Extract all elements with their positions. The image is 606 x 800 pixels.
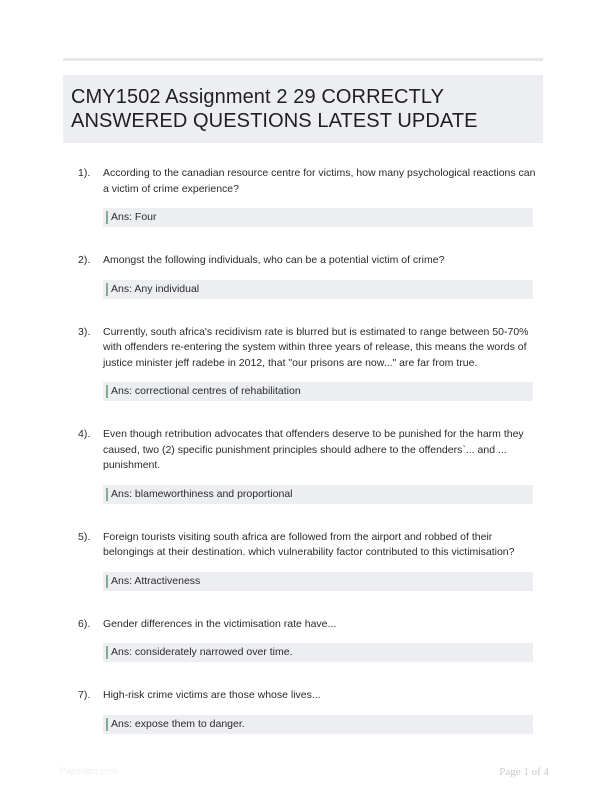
- answer-box: Ans: Four: [103, 208, 533, 227]
- question-text: Even though retribution advocates that offenders deserve to be punished for the harm they caused, two (2) specific punishment principles should adhere to the offenders`... and ... punishment.: [103, 428, 524, 471]
- answer-box: Ans: expose them to danger.: [103, 715, 533, 734]
- question-number: 1).: [78, 167, 91, 179]
- answer-box: Ans: Attractiveness: [103, 572, 533, 591]
- page-indicator: Page 1 of 4: [499, 766, 549, 778]
- top-divider: [63, 58, 543, 61]
- question-number: 6).: [78, 617, 91, 630]
- question-item: [63, 688, 543, 734]
- title-banner: [63, 75, 543, 143]
- document-title: CMY1502 Assignment 2 29 CORRECTLY ANSWERED QUESTIONS LATEST UPDATE: [71, 86, 478, 132]
- answer-box: Ans: considerately narrowed over time.: [103, 643, 533, 662]
- question-item: [63, 617, 543, 663]
- question-item: [63, 166, 543, 227]
- question-text: High-risk crime victims are those whose lives...: [103, 689, 321, 701]
- question-text: Currently, south africa's recidivism rate is blurred but is estimated to range between 50-70% with offenders re-entering the system within three years of release, this means the words of justice minister jeff radebe in 2012, that "our prisons are now..." are far from true.: [103, 325, 529, 369]
- question-item: [63, 253, 543, 299]
- question-text: Gender differences in the victimisation rate have...: [103, 617, 337, 630]
- question-text: Foreign tourists visiting south africa are followed from the airport and robbed of their belongings at their destination. which vulnerability factor contributed to this victimisation?: [103, 530, 515, 558]
- question-number: 7).: [78, 689, 91, 701]
- question-list: [63, 166, 543, 734]
- question-number: 5).: [78, 530, 91, 543]
- question-number: 4).: [78, 428, 91, 440]
- answer-box: Ans: correctional centres of rehabilitation: [103, 382, 533, 401]
- answer-box: Ans: blameworthiness and proportional: [103, 485, 533, 504]
- question-item: [63, 427, 543, 504]
- question-number: 3).: [78, 325, 91, 338]
- question-text: Amongst the following individuals, who can be a potential victim of crime?: [103, 254, 445, 266]
- question-item: [63, 325, 543, 402]
- answer-box: Ans: Any individual: [103, 280, 533, 299]
- question-number: 2).: [78, 254, 91, 266]
- footer-watermark: Paperlibri.com: [60, 766, 118, 776]
- question-item: [63, 530, 543, 591]
- question-text: According to the canadian resource centre for victims, how many psychological reactions can a victim of crime experience?: [103, 167, 536, 195]
